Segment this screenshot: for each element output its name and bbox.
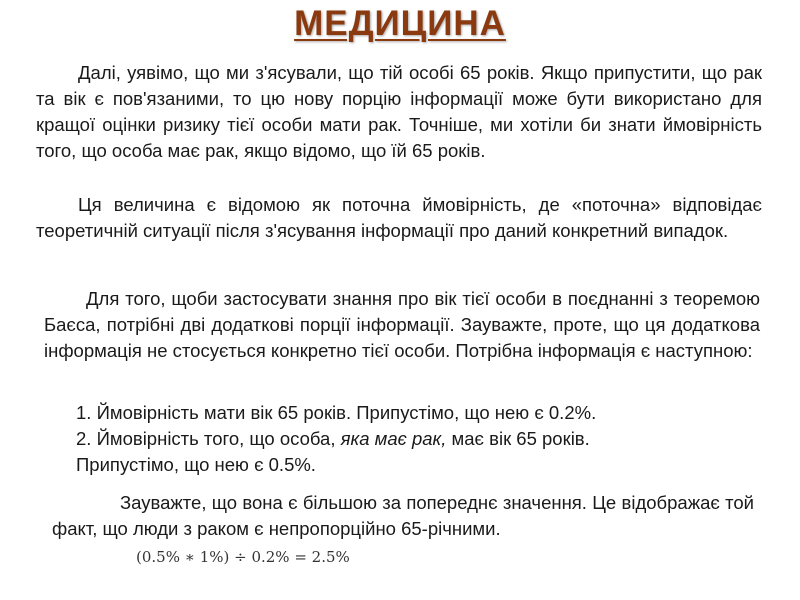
- requirements-list: [76, 400, 736, 478]
- paragraph-bayes-requirements: Для того, щоби застосувати знання про вік тієї особи в поєднанні з теоремою Баєса, потрібні дві додаткові порції інформації. Зауважте, проте, що ця додаткова інформація не стосується конкретно тієї особи. Потрібна інформація є наступною:: [44, 288, 760, 361]
- slide-title-text: МЕДИЦИНА: [294, 4, 506, 43]
- paragraph-age-known: Далі, уявімо, що ми з'ясували, що тій особі 65 років. Якщо припустити, що рак та вік є пов'язаними, то цю нову порцію інформації може бути використано для кращої оцінки ризику тієї особи мати рак. Точніше, ми хотіли би знати ймовірність того, що особа має рак, якщо відомо, що їй 65 років.: [36, 62, 762, 161]
- paragraph-conclusion: Зауважте, що вона є більшою за попереднє значення. Це відображає той факт, що люди з раком є непропорційно 65-річними.: [52, 492, 754, 539]
- paragraph-current-probability: Ця величина є відомою як поточна ймовірність, де «поточна» відповідає теоретичній ситуації після з'ясування інформації про даний конкретний випадок.: [36, 194, 762, 241]
- formula: (0.5% ∗ 1%) ÷ 0.2% = 2.5%: [136, 548, 350, 566]
- list-item-text: має вік 65 років.: [451, 428, 590, 449]
- list-item: 1. Ймовірність мати вік 65 років. Припустімо, що нею є 0.2%.: [76, 402, 597, 423]
- list-item-text: 2. Ймовірність того, що особа,: [76, 428, 336, 449]
- slide-title: [0, 4, 800, 44]
- list-item: [76, 426, 736, 452]
- list-item-continuation: Припустімо, що нею є 0.5%.: [76, 454, 316, 475]
- list-item-emphasis: яка має рак,: [340, 428, 447, 449]
